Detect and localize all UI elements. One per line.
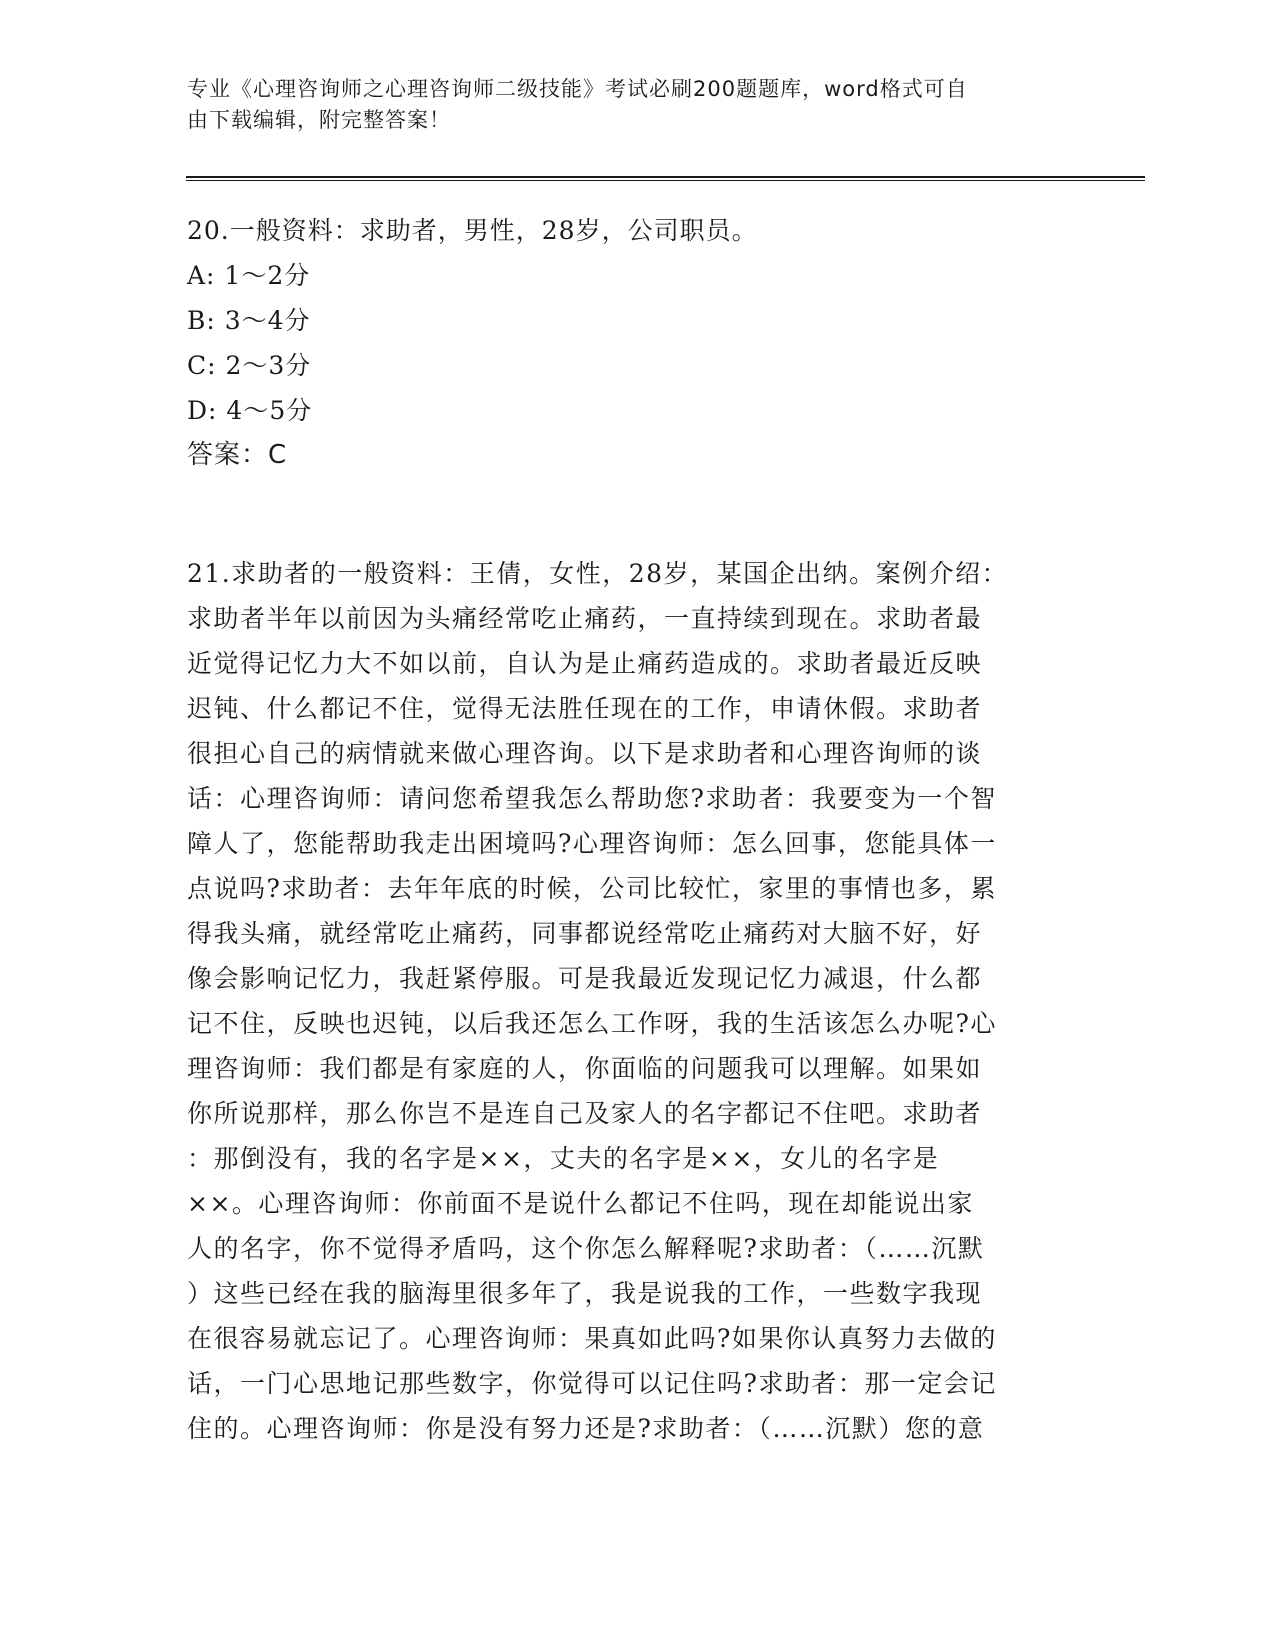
question-21-line: 障人了，您能帮助我走出困境吗?心理咨询师：怎么回事，您能具体一 (187, 829, 997, 858)
question-21-line: 得我头痛，就经常吃止痛药，同事都说经常吃止痛药对大脑不好，好 (187, 919, 983, 948)
header-divider (186, 176, 1145, 181)
question-20-answer: 答案：C (187, 440, 288, 470)
document-header (187, 74, 1067, 136)
option-a: A: 1～2分 (187, 261, 311, 290)
question-21-line: 在很容易就忘记了。心理咨询师：果真如此吗?如果你认真努力去做的 (187, 1324, 997, 1353)
question-21-line: 人的名字，你不觉得矛盾吗，这个你怎么解释呢?求助者：（……沉默 (187, 1234, 985, 1263)
option-b: B: 3～4分 (187, 306, 311, 335)
question-21-line: 近觉得记忆力大不如以前，自认为是止痛药造成的。求助者最近反映 (187, 649, 983, 678)
question-21 (187, 551, 1067, 1451)
question-21-line: 迟钝、什么都记不住，觉得无法胜任现在的工作，申请休假。求助者 (187, 694, 983, 723)
question-21-line: ：那倒没有，我的名字是××，丈夫的名字是××，女儿的名字是 (187, 1144, 940, 1173)
question-20-stem: 20.一般资料：求助者，男性，28岁，公司职员。 (187, 216, 758, 245)
header-line-2: 由下载编辑，附完整答案！ (187, 108, 451, 132)
question-21-line: 理咨询师：我们都是有家庭的人，你面临的问题我可以理解。如果如 (187, 1054, 983, 1083)
question-21-line: 住的。心理咨询师：你是没有努力还是?求助者：（……沉默）您的意 (187, 1414, 985, 1443)
question-21-line: 记不住，反映也迟钝，以后我还怎么工作呀，我的生活该怎么办呢?心 (187, 1009, 997, 1038)
question-20 (187, 208, 1087, 478)
question-21-line: 求助者半年以前因为头痛经常吃止痛药，一直持续到现在。求助者最 (187, 604, 983, 633)
question-21-line: 你所说那样，那么你岂不是连自己及家人的名字都记不住吧。求助者 (187, 1099, 983, 1128)
option-d: D: 4～5分 (187, 396, 313, 425)
question-21-line: 点说吗?求助者：去年年底的时候，公司比较忙，家里的事情也多，累 (187, 874, 997, 903)
question-21-line: 话：心理咨询师：请问您希望我怎么帮助您?求助者：我要变为一个智 (187, 784, 997, 813)
question-21-line: 话，一门心思地记那些数字，你觉得可以记住吗?求助者：那一定会记 (187, 1369, 997, 1398)
question-21-line: 很担心自己的病情就来做心理咨询。以下是求助者和心理咨询师的谈 (187, 739, 983, 768)
question-21-line: 21.求助者的一般资料：王倩，女性，28岁，某国企出纳。案例介绍： (187, 559, 1009, 588)
question-21-line: ××。心理咨询师：你前面不是说什么都记不住吗，现在却能说出家 (187, 1189, 974, 1218)
option-c: C: 2～3分 (187, 351, 312, 380)
question-21-line: ）这些已经在我的脑海里很多年了，我是说我的工作，一些数字我现 (187, 1279, 983, 1308)
question-21-line: 像会影响记忆力，我赶紧停服。可是我最近发现记忆力减退，什么都 (187, 964, 983, 993)
header-line-1: 专业《心理咨询师之心理咨询师二级技能》考试必刷200题题库，word格式可自 (187, 77, 968, 101)
